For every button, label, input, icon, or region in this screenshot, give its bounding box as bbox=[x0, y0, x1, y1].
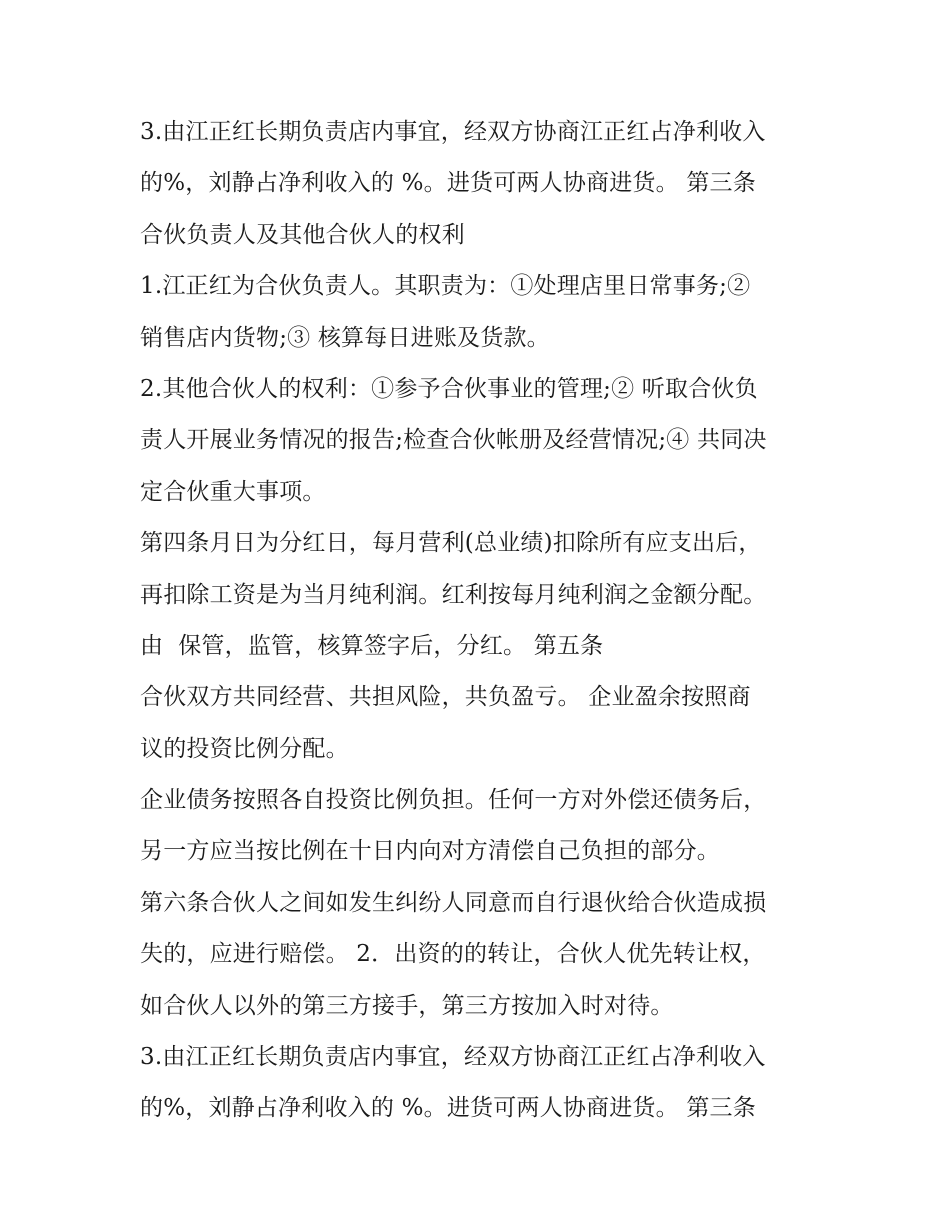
text-line-12: 合伙双方共同经营、共担风险，共负盈亏。 企业盈余按照商 bbox=[140, 684, 751, 711]
text-line-6: 2.其他合伙人的权利：①参予合伙事业的管理;② 听取合伙负 bbox=[140, 375, 758, 402]
text-line-2: 的%，刘静占净利收入的 %。进货可两人协商进货。 第三条 bbox=[140, 170, 756, 197]
text-line-8: 定合伙重大事项。 bbox=[140, 478, 326, 505]
text-line-16: 第六条合伙人之间如发生纠纷人同意而自行退伙给合伙造成损 bbox=[140, 889, 767, 916]
text-line-1: 3.由江正红长期负责店内事宜，经双方协商江正红占净利收入 bbox=[140, 119, 766, 145]
text-line-15: 另一方应当按比例在十日内向对方清偿自己负担的部分。 bbox=[140, 838, 720, 865]
text-line-3: 合伙负责人及其他合伙人的权利 bbox=[140, 221, 465, 248]
text-line-4: 1.江正红为合伙负责人。其职责为：①处理店里日常事务;② bbox=[140, 273, 751, 300]
text-line-5: 销售店内货物;③ 核算每日进账及货款。 bbox=[140, 324, 550, 351]
text-line-11: 由 保管，监管，核算签字后，分红。 第五条 bbox=[140, 632, 604, 659]
text-line-20: 的%，刘静占净利收入的 %。进货可两人协商进货。 第三条 bbox=[140, 1095, 756, 1122]
text-line-14: 企业债务按照各自投资比例负担。任何一方对外偿还债务后， bbox=[140, 787, 767, 814]
text-line-19: 3.由江正红长期负责店内事宜，经双方协商江正红占净利收入 bbox=[140, 1044, 766, 1071]
text-line-17: 失的，应进行赔偿。 2．出资的的转让，合伙人优先转让权， bbox=[140, 941, 766, 968]
text-line-18: 如合伙人以外的第三方接手，第三方按加入时对待。 bbox=[140, 992, 674, 1019]
text-line-13: 议的投资比例分配。 bbox=[140, 735, 349, 762]
text-line-9: 第四条月日为分红日，每月营利(总业绩)扣除所有应支出后， bbox=[140, 530, 762, 557]
document-body bbox=[140, 107, 830, 1135]
text-line-7: 责人开展业务情况的报告;检查合伙帐册及经营情况;④ 共同决 bbox=[140, 427, 767, 454]
text-line-10: 再扣除工资是为当月纯利润。红利按每月纯利润之金额分配。 bbox=[140, 581, 767, 608]
